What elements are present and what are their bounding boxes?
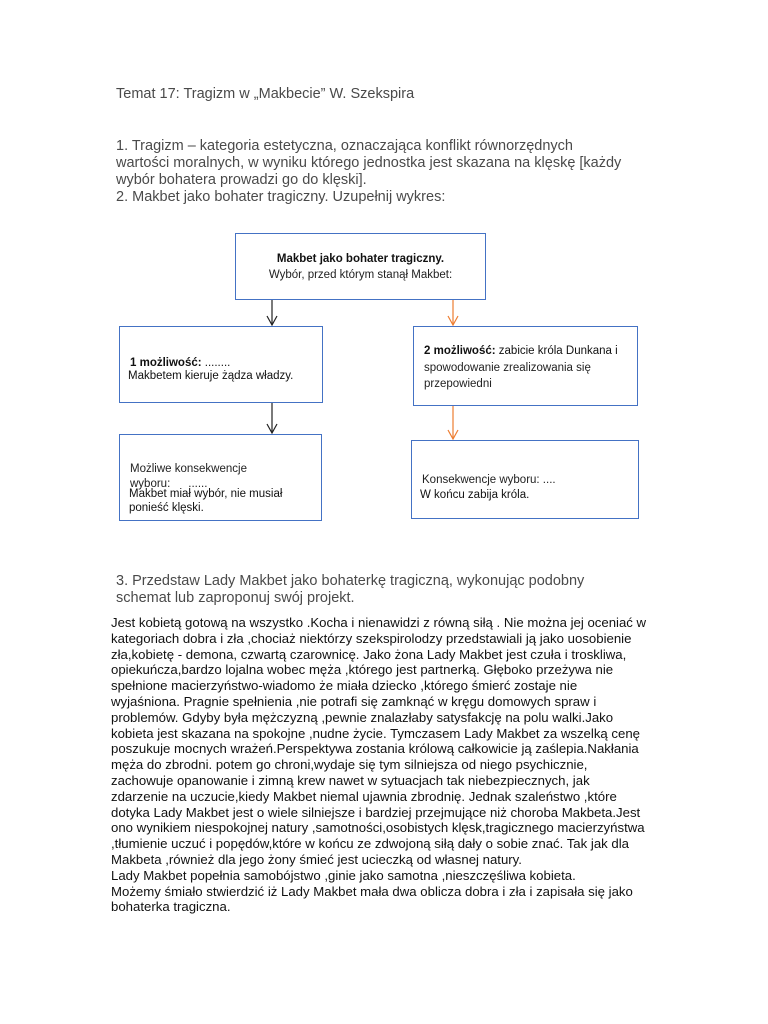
top-box-title: Makbet jako bohater tragiczny.: [276, 253, 445, 265]
option-2-text-1: zabicie króla Dunkana i: [495, 345, 618, 357]
essay-line: opiekuńcza,bardzo lojalna wobec męża ,którego jest partnerką. Głęboko przeżywa nie: [111, 662, 614, 678]
essay-line: poszukuje mocnych wrażeń.Perspektywa zostania królową całkowicie ją zaślepia.Nakłania: [111, 741, 639, 757]
consequence-1-answer-1: Makbet miał wybór, nie musiał: [129, 488, 283, 500]
option-1-answer: Makbetem kieruje żądza władzy.: [128, 370, 294, 382]
option-2-text-2: spowodowanie zrealizowania się: [424, 362, 591, 374]
consequence-1-line-2: wyboru:: [130, 478, 171, 490]
section-3-line-1: 3. Przedstaw Lady Makbet jako bohaterkę tragiczną, wykonując podobny: [116, 573, 585, 589]
essay-line: zachowuje opanowanie i zimną krew nawet w sytuacjach tak niebezpiecznych, jak: [111, 772, 590, 788]
essay-line: męża do zbrodni. potem go chroni,wydaje się tym silniejsza od niego psychicznie,: [111, 757, 588, 773]
option-1-dots: ........: [201, 357, 231, 369]
option-1-label: 1 możliwość:: [130, 357, 202, 369]
arrow-to-consequence-2: [448, 406, 458, 439]
essay-line: problemów. Gdyby była mężczyzną ,pewnie znalazłaby satysfakcję na polu walki.Jako: [111, 709, 614, 725]
arrow-to-option-2: [448, 300, 458, 325]
option-2-text-3: przepowiedni: [424, 378, 492, 390]
consequence-2-label: Konsekwencje wyboru: ....: [422, 474, 556, 486]
arrow-to-option-1: [267, 300, 277, 325]
arrow-to-consequence-1: [267, 403, 277, 433]
essay-line: dotyka Lady Makbet jest o wiele silniejsze i bardziej przejmujące niż choroba Makbeta.Jest: [111, 804, 641, 820]
consequence-2-answer: W końcu zabija króla.: [420, 489, 530, 501]
essay-line: zdarzenie na uczucie,kiedy Makbet niemal ujawnia zbrodnię. Jednak szaleństwo ,które: [111, 788, 617, 804]
top-box-subtitle: Wybór, przed którym stanął Makbet:: [268, 269, 453, 281]
essay-line: Makbeta ,również dla jego żony śmieć jest ucieczką od własnej natury.: [111, 851, 522, 867]
essay-line: bohaterka tragiczna.: [111, 899, 231, 915]
essay-line: Możemy śmiało stwierdzić iż Lady Makbet mała dwa oblicza dobra i zła i zapisała się jako: [111, 883, 633, 899]
essay-line: Lady Makbet popełnia samobójstwo ,ginie jako samotna ,nieszczęśliwa kobieta.: [111, 867, 576, 883]
page-title: Temat 17: Tragizm w „Makbecie” W. Szekspira: [116, 86, 415, 102]
essay-line: ono wynikiem niespokojnej natury ,samotności,osobistych klęsk,tragicznego macierzyństwa: [111, 820, 645, 836]
section-3-line-2: schemat lub zaproponuj swój projekt.: [116, 590, 355, 606]
point1-line-2: wartości moralnych, w wyniku którego jednostka jest skazana na klęskę [każdy: [116, 155, 622, 171]
essay-line: Jest kobietą gotową na wszystko .Kocha i nienawidzi z równą siłą . Nie można jej oceniać w: [111, 615, 647, 630]
point2-heading: 2. Makbet jako bohater tragiczny. Uzupełnij wykres:: [116, 189, 446, 205]
point1-line-1: 1. Tragizm – kategoria estetyczna, oznaczająca konflikt równorzędnych: [116, 138, 573, 154]
essay-line: wyjaśniona. Pragnie spełnienia ,nie potrafi się zamknąć w kręgu domowych spraw i: [111, 693, 597, 709]
essay-line: ,tłumienie uczuć i popędów,które w końcu ze zdwojoną siłą dały o sobie znać. Tak jak dla: [111, 836, 630, 852]
consequence-1-dots: ......: [188, 478, 208, 490]
section-3-heading: [116, 573, 584, 607]
consequence-1-line-1: Możliwe konsekwencje: [130, 463, 247, 475]
essay-line: zła,kobietę - demona, czwartą czarownicę. Jako żona Lady Makbet jest czuła i troskliwa,: [111, 646, 627, 662]
option-2-label: 2 możliwość:: [424, 345, 496, 357]
point1-line-3: wybór bohatera prowadzi go do klęski].: [116, 172, 367, 188]
consequence-1-answer-2: ponieść klęski.: [129, 502, 204, 514]
essay-line: spełnione macierzyństwo-wiadomo że miała dziecko ,którego śmierć zostaje nie: [111, 678, 578, 694]
essay-text: [111, 615, 681, 915]
essay-line: kategoriach dobra i zła ,chociaż niektórzy szekspirolodzy przedstawiali ją jako uosobienie: [111, 630, 632, 646]
essay-line: kobieta jest skazana na spokojne ,nudne życie. Tymczasem Lady Makbet za wszelką cenę: [111, 725, 641, 741]
